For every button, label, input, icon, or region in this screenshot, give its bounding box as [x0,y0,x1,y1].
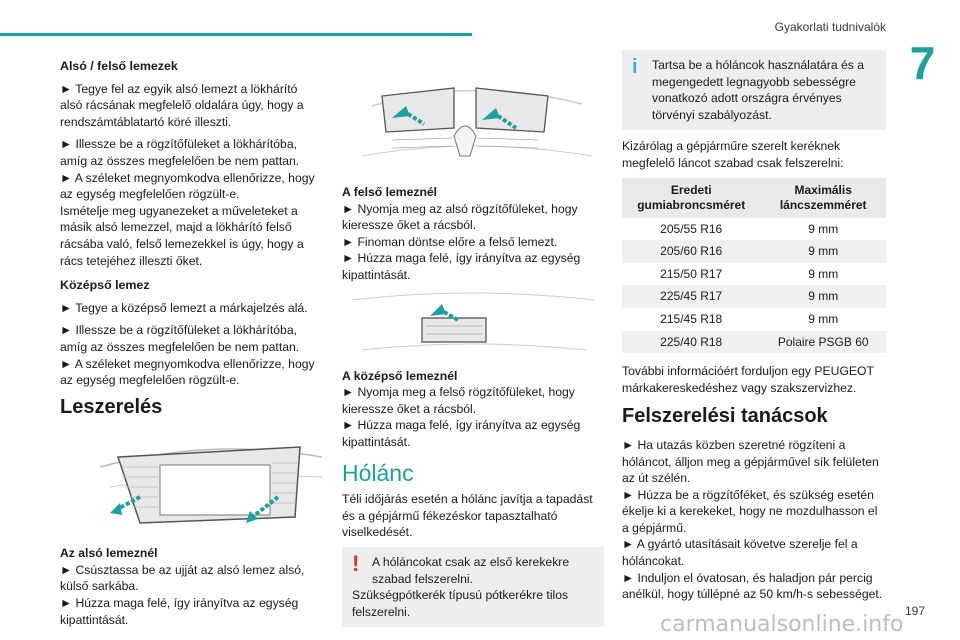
step-text: ► Csúsztassa be az ujját az alsó lemez alsó, külső sarkába. [60,562,305,594]
warning-note [342,547,604,627]
table-cell: 215/45 R18 [660,311,723,326]
table-cell: 9 mm [808,311,839,326]
table-row [622,263,886,286]
chain-size-table [622,178,886,354]
upper-plate-removal-illustration [342,76,604,176]
warning-icon: ! [352,550,360,576]
warning-text: A hóláncokat csak az első kerekekre szabad felszerelni. [372,554,570,586]
step-text: ► A széleket megnyomkodva ellenőrizze, hogy az egység megfelelően rögzült-e. [60,170,315,202]
table-cell: 205/55 R16 [660,221,723,236]
table-cell: 9 mm [808,266,839,281]
table-cell: 9 mm [808,221,839,236]
step-text: ► Tegye a középső lemezt a márkajelzés alá. [60,300,308,315]
warning-text: Szükségpótkerék típusú pótkerékre tilos felszerelni. [352,588,569,619]
heading-removal: Leszerelés [60,395,163,418]
section-title: Gyakorlati tudnivalók [774,20,886,34]
watermark: carmanualsonline.info [660,612,904,637]
table-row [622,308,886,331]
step-text: ► Húzza be a rögzítőféket, és szükség esetén ékelje ki a kerekeket, hogy ne mozdulhasson el a gépjármű. [622,487,878,535]
step-text: ► Finoman döntse előre a felső lemezt. [342,234,558,249]
step-text: ► Ha utazás közben szeretné rögzíteni a hóláncot, álljon meg a gépjárművel sík felületen az út szélén. [622,437,879,486]
table-cell: Polaire PSGB 60 [760,331,886,354]
step-text: ► Húzza maga felé, így irányítva az egység kipattintását. [342,418,581,449]
step-text: ► Illessze be a rögzítőfüleket a lökhárítóba, amíg az összes megfelelően be nem pattan. [60,137,300,168]
table-header: Eredeti gumiabroncsméret [622,178,760,218]
step-text: ► Húzza maga felé, így irányítva az egység kipattintását. [60,596,299,627]
table-row [622,218,886,241]
info-text: Tartsa be a hóláncok használatára és a megengedett legnagyobb sebességre vonatkozó adott országra érvényes törvényi szabályozást. [652,58,865,122]
paragraph: Kizárólag a gépjárműre szerelt keréknek megfelelő láncot szabad csak felszerelni: [622,139,844,170]
heading-installation-tips: Felszerelési tanácsok [622,405,828,428]
page-number: 197 [905,604,926,618]
info-icon: i [632,56,638,78]
table-cell: 205/60 R16 [622,240,760,263]
step-text: ► Nyomja meg a felső rögzítőfüleket, hogy kieressze őket a rácsból. [342,385,575,416]
heading-lower-upper-plates: Alsó / felső lemezek [60,59,178,73]
label-upper-plate: A felső lemeznél [342,185,438,199]
table-header: Maximális láncszemméret [760,178,886,218]
paragraph: Ismételje meg ugyanezeket a műveleteket a másik alsó lemezzel, majd a lökhárító felső rácsába való, felső lemezekkel is úgy, hogy a rács tetejéhez illeszti őket. [60,203,304,268]
column-1 [60,50,322,634]
middle-plate-removal-illustration [342,290,604,360]
table-cell: 225/45 R17 [622,285,760,308]
paragraph: További információért forduljon egy PEUGEOT márkakereskedéshez vagy szakszervizhez. [622,364,874,395]
chapter-number: 7 [909,37,936,89]
table-cell: 225/40 R18 [622,331,760,354]
heading-snow-chains: Hólánc [342,459,414,486]
step-text: ► A gyártó utasításait követve szerelje fel a hóláncokat. [622,537,858,569]
table-cell: 215/50 R17 [660,266,723,281]
column-2 [342,50,604,635]
table-cell: 9 mm [760,240,886,263]
column-3 [622,50,886,603]
step-text: ► Tegye fel az egyik alsó lemezt a lökhárító alsó rácsának megfelelő oldalára úgy, hogy a rendszámtáblatartó köré illeszti. [60,81,304,129]
label-lower-plate: Az alsó lemeznél [60,546,158,561]
heading-middle-plate: Középső lemez [60,278,150,293]
table-row [622,240,886,263]
table-row [622,331,886,354]
step-text: ► Húzza maga felé, így irányítva az egység kipattintását. [342,251,581,282]
table-row [622,285,886,308]
step-text: ► Induljon el óvatosan, és haladjon pár percig anélkül, hogy túllépné az 50 km/h-s sebességet. [622,570,883,602]
header-accent-bar [0,33,472,36]
table-cell: 9 mm [760,285,886,308]
step-text: ► A széleket megnyomkodva ellenőrizze, hogy az egység megfelelően rögzült-e. [60,356,315,388]
label-middle-plate: A középső lemeznél [342,368,458,383]
step-text: ► Nyomja meg az alsó rögzítőfüleket, hogy kieressze őket a rácsból. [342,201,578,233]
step-text: ► Illessze be a rögzítőfüleket a lökhárítóba, amíg az összes megfelelően be nem pattan. [60,323,300,354]
info-note [622,50,886,130]
lower-plate-removal-illustration [100,427,322,537]
paragraph: Téli időjárás esetén a hólánc javítja a tapadást és a gépjármű fékezéskor tapasztalható viselkedését. [342,492,593,540]
